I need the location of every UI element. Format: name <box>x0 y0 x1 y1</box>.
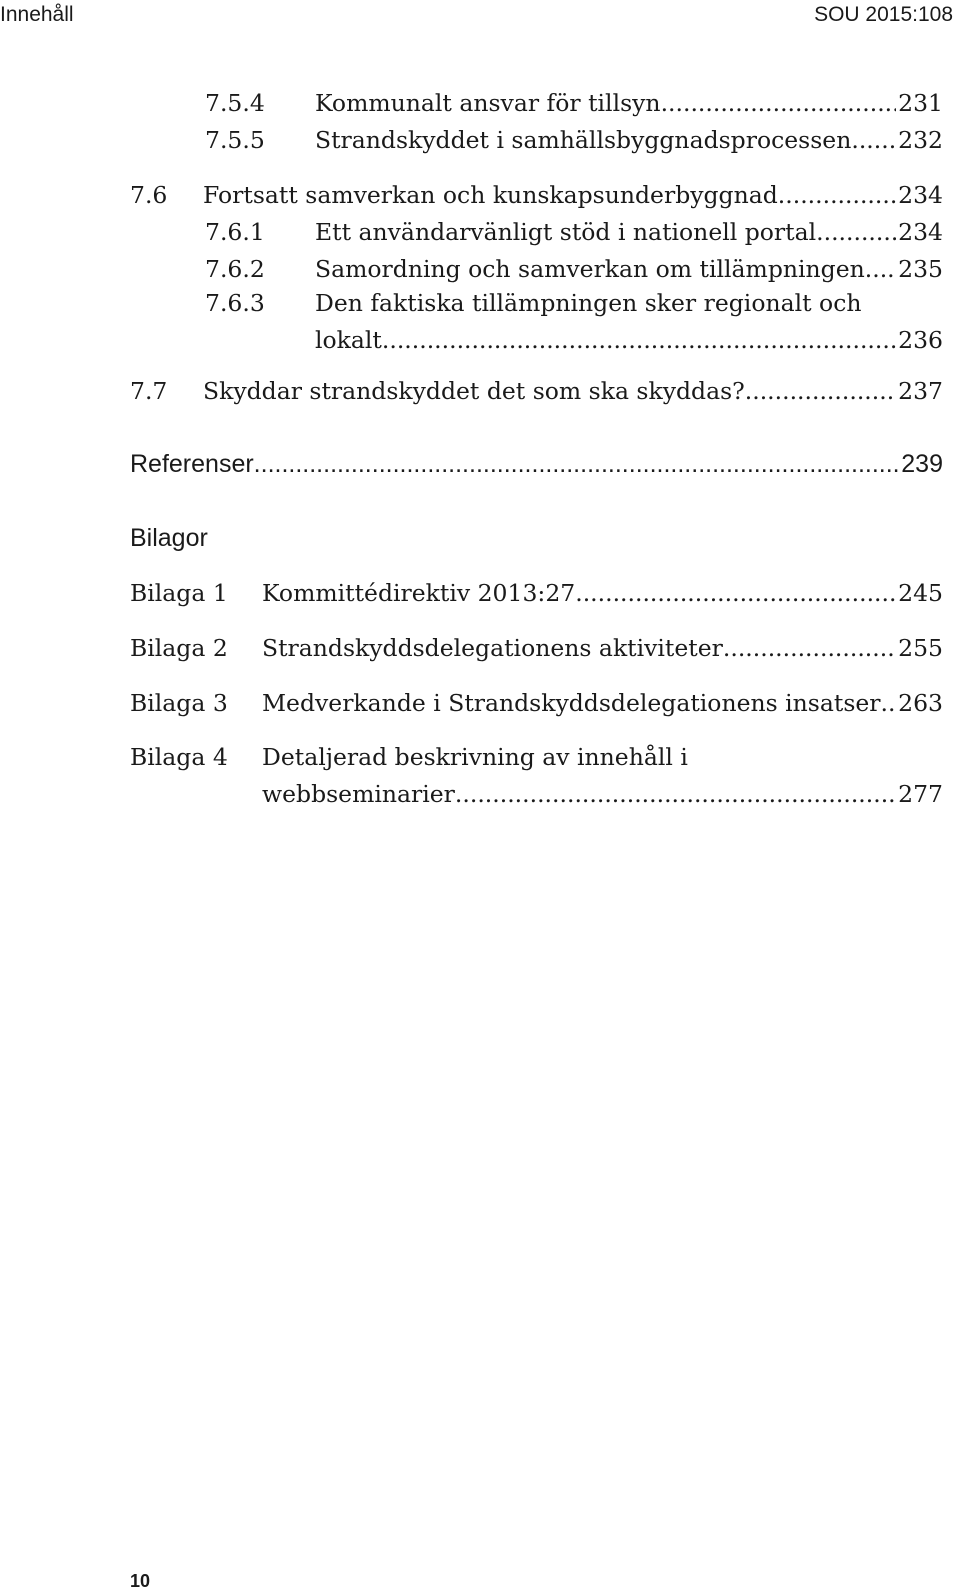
appendix-entry[interactable] <box>130 685 943 722</box>
toc-entry-number: 7.6.2 <box>205 255 265 283</box>
toc-entry-title: Strandskyddet i samhällsbyggnadsprocessen <box>315 126 852 154</box>
toc-leader-dots <box>382 322 896 359</box>
appendix-label: Bilaga 4 <box>130 743 228 771</box>
running-header-section: Innehåll <box>0 3 74 26</box>
appendix-page: 255 <box>898 634 943 662</box>
appendix-title-line1: Detaljerad beskrivning av innehåll i <box>262 743 688 771</box>
toc-entry-page: 234 <box>898 181 943 209</box>
toc-leader-dots <box>745 373 896 410</box>
toc-entry-title: Kommunalt ansvar för tillsyn <box>315 89 661 117</box>
toc-entry-number: 7.5.5 <box>205 126 265 154</box>
toc-entry-number: 7.5.4 <box>205 89 265 117</box>
toc-entry-page: 236 <box>898 326 943 354</box>
toc-entry-page: 232 <box>898 126 943 154</box>
appendix-label: Bilaga 1 <box>130 579 228 607</box>
referenser-page: 239 <box>901 450 943 478</box>
toc-entry-referenser[interactable] <box>130 446 943 482</box>
appendix-entry[interactable] <box>130 630 943 667</box>
appendix-label: Bilaga 3 <box>130 689 228 717</box>
toc-entry-number: 7.6.3 <box>205 289 265 317</box>
toc-leader-dots <box>851 122 896 159</box>
toc-entry-page: 231 <box>898 89 943 117</box>
toc-entry-title: Samordning och samverkan om tillämpningen <box>315 255 865 283</box>
toc-leader-dots <box>254 446 900 482</box>
appendix-title-line2: webbseminarier <box>262 780 455 808</box>
toc-entry-page: 235 <box>898 255 943 283</box>
toc-leader-dots <box>575 575 896 612</box>
appendix-page: 263 <box>898 689 943 717</box>
appendix-entry[interactable] <box>130 575 943 612</box>
appendix-title: Medverkande i Strandskyddsdelegationens insatser <box>262 689 881 717</box>
appendix-title: Strandskyddsdelegationens aktiviteter <box>262 634 723 662</box>
toc-entry[interactable] <box>205 285 943 359</box>
toc-entry-number: 7.6 <box>130 181 168 209</box>
toc-entry[interactable] <box>205 85 943 122</box>
appendix-page: 277 <box>898 780 943 808</box>
toc-entry[interactable] <box>130 373 943 410</box>
toc-entry-number: 7.6.1 <box>205 218 265 246</box>
toc-leader-dots <box>865 251 896 288</box>
toc-leader-dots <box>778 177 896 214</box>
toc-leader-dots <box>723 630 896 667</box>
toc-entry-title-line1: Den faktiska tillämpningen sker regionalt och <box>315 289 862 317</box>
appendix-entry[interactable] <box>130 739 943 813</box>
toc-entry-title: Skyddar strandskyddet det som ska skyddas? <box>203 377 745 405</box>
bilagor-heading: Bilagor <box>130 524 208 552</box>
toc-entry-title: Fortsatt samverkan och kunskapsunderbyggnad <box>203 181 778 209</box>
toc-leader-dots <box>455 776 896 813</box>
toc-entry-title: Ett användarvänligt stöd i nationell portal <box>315 218 817 246</box>
appendix-label: Bilaga 2 <box>130 634 228 662</box>
toc-leader-dots <box>661 85 897 122</box>
toc-entry-title-line2: lokalt <box>315 326 382 354</box>
toc-entry-page: 234 <box>898 218 943 246</box>
toc-leader-dots <box>881 685 897 722</box>
toc-leader-dots <box>816 214 896 251</box>
referenser-title: Referenser <box>130 450 254 478</box>
running-header-report-id: SOU 2015:108 <box>814 3 953 26</box>
toc-entry-number: 7.7 <box>130 377 168 405</box>
toc-entry[interactable] <box>205 122 943 159</box>
appendix-page: 245 <box>898 579 943 607</box>
toc-entry[interactable] <box>205 251 943 288</box>
toc-entry-page: 237 <box>898 377 943 405</box>
toc-entry[interactable] <box>205 214 943 251</box>
appendix-title: Kommittédirektiv 2013:27 <box>262 579 576 607</box>
toc-entry[interactable] <box>130 177 943 214</box>
page-number: 10 <box>130 1571 151 1591</box>
